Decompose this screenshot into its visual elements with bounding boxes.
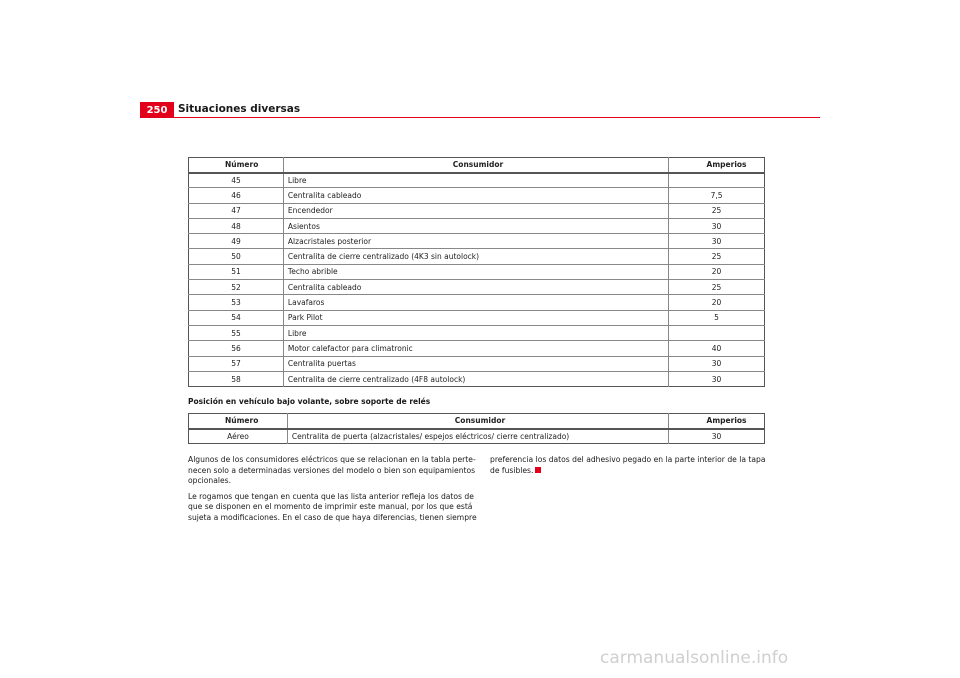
column-header-amps: Amperios [669, 158, 765, 173]
cell-consumer: Techo abrible [283, 264, 668, 279]
body-paragraph: Algunos de los consumidores eléctricos que se relacionan en la tabla perte- necen solo a determinadas versiones del modelo o bien son equipamientos opcionales. [188, 455, 476, 485]
cell-consumer: Libre [283, 173, 668, 188]
table-row [189, 249, 765, 264]
cell-number: 52 [189, 280, 284, 295]
cell-consumer: Lavafaros [283, 295, 668, 310]
cell-amps: 25 [669, 280, 765, 295]
cell-number: Aéreo [189, 429, 288, 444]
cell-number: 57 [189, 356, 284, 371]
cell-amps: 25 [669, 203, 765, 218]
column-header-number: Número [189, 158, 284, 173]
cell-number: 58 [189, 371, 284, 386]
cell-amps: 20 [669, 295, 765, 310]
cell-consumer: Centralita cableado [283, 280, 668, 295]
table-row [189, 188, 765, 203]
column-header-consumer: Consumidor [283, 158, 668, 173]
cell-consumer: Park Pilot [283, 310, 668, 325]
cell-amps [669, 173, 765, 188]
table-row [189, 295, 765, 310]
cell-number: 50 [189, 249, 284, 264]
watermark: carmanualsonline.info [600, 648, 789, 668]
cell-amps: 25 [669, 249, 765, 264]
cell-amps [669, 325, 765, 340]
cell-consumer: Centralita de cierre centralizado (4F8 autolock) [283, 371, 668, 386]
cell-consumer: Motor calefactor para climatronic [283, 341, 668, 356]
cell-consumer: Libre [283, 325, 668, 340]
cell-consumer: Centralita cableado [283, 188, 668, 203]
cell-number: 48 [189, 218, 284, 233]
cell-consumer: Centralita de puerta (alzacristales/ espejos eléctricos/ cierre centralizado) [287, 429, 668, 444]
cell-number: 51 [189, 264, 284, 279]
section-heading: Posición en vehículo bajo volante, sobre soporte de relés [188, 397, 431, 406]
cell-consumer: Centralita puertas [283, 356, 668, 371]
cell-number: 56 [189, 341, 284, 356]
table-row [189, 325, 765, 340]
relay-fuse-table [188, 413, 765, 444]
column-header-number: Número [189, 414, 288, 429]
table-row [189, 429, 765, 444]
cell-amps: 30 [669, 371, 765, 386]
cell-amps: 20 [669, 264, 765, 279]
table-header-row [189, 158, 765, 173]
cell-number: 45 [189, 173, 284, 188]
body-text-left [188, 455, 478, 528]
fuse-table [188, 157, 765, 387]
cell-consumer: Asientos [283, 218, 668, 233]
page-title: Situaciones diversas [178, 103, 301, 115]
cell-consumer: Alzacristales posterior [283, 234, 668, 249]
cell-number: 49 [189, 234, 284, 249]
cell-amps: 40 [669, 341, 765, 356]
cell-number: 46 [189, 188, 284, 203]
body-paragraph: preferencia los datos del adhesivo pegado en la parte interior de la tapa de fusibles. [490, 455, 766, 475]
table-header-row [189, 414, 765, 429]
cell-number: 47 [189, 203, 284, 218]
header-divider [140, 117, 820, 118]
cell-consumer: Centralita de cierre centralizado (4K3 sin autolock) [283, 249, 668, 264]
page-number: 250 [140, 102, 174, 118]
column-header-amps: Amperios [669, 414, 765, 429]
cell-amps: 30 [669, 234, 765, 249]
cell-consumer: Encendedor [283, 203, 668, 218]
body-paragraph-end [490, 455, 770, 476]
cell-number: 54 [189, 310, 284, 325]
table-row [189, 280, 765, 295]
cell-amps: 30 [669, 429, 765, 444]
table-row [189, 203, 765, 218]
cell-number: 55 [189, 325, 284, 340]
column-header-consumer: Consumidor [287, 414, 668, 429]
cell-amps: 30 [669, 218, 765, 233]
end-of-section-icon [535, 467, 541, 473]
cell-number: 53 [189, 295, 284, 310]
table-row [189, 264, 765, 279]
table-row [189, 341, 765, 356]
body-paragraph: Le rogamos que tengan en cuenta que las lista anterior refleja los datos de que se disponen en el momento de imprimir este manual, por los que está sujeta a modificaciones. En el caso de que haya diferencias, tienen siempre [188, 491, 477, 522]
table-row [189, 371, 765, 386]
body-text-right [490, 455, 770, 481]
table-row [189, 173, 765, 188]
cell-amps: 7,5 [669, 188, 765, 203]
cell-amps: 5 [669, 310, 765, 325]
table-row [189, 356, 765, 371]
table-row [189, 234, 765, 249]
table-row [189, 218, 765, 233]
table-row [189, 310, 765, 325]
cell-amps: 30 [669, 356, 765, 371]
